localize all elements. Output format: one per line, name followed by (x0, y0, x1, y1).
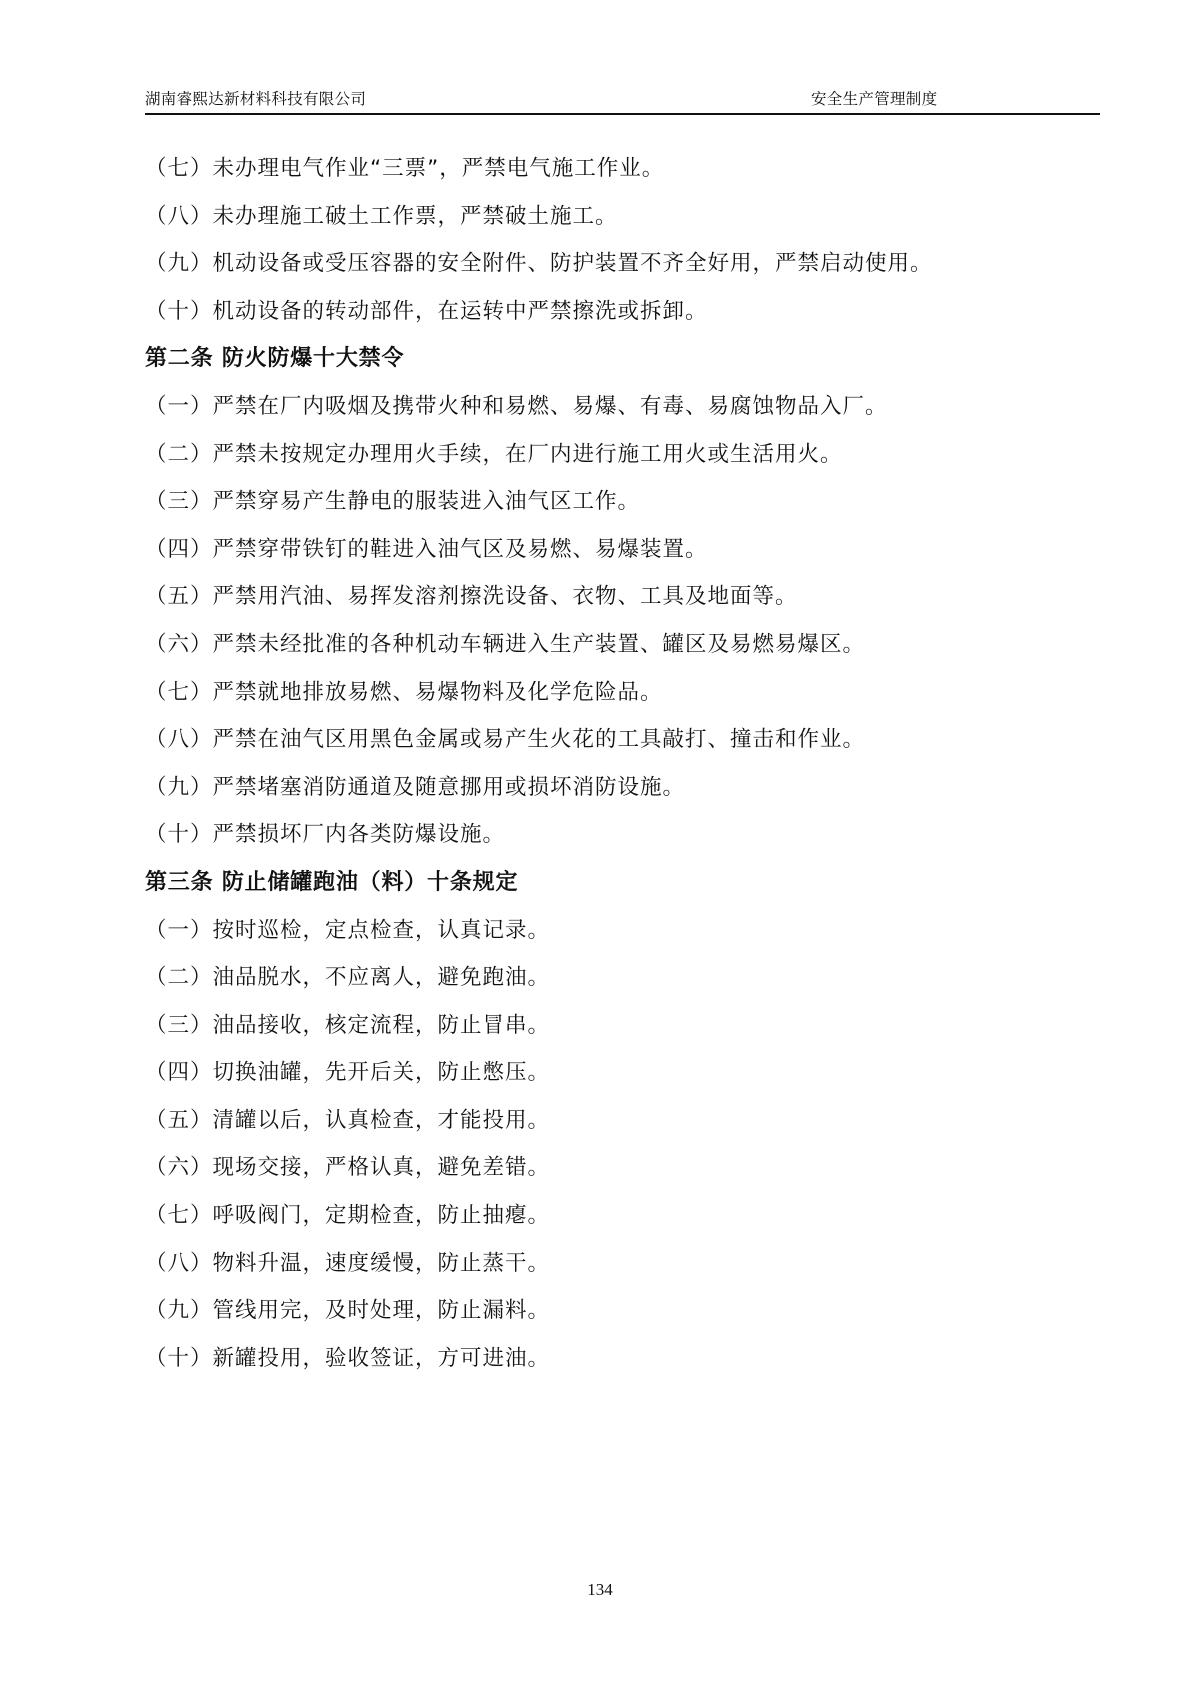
list-item: （五）严禁用汽油、易挥发溶剂擦洗设备、衣物、工具及地面等。 (145, 584, 798, 610)
list-item: （六）现场交接，严格认真，避免差错。 (145, 1155, 551, 1181)
list-item: （六）严禁未经批准的各种机动车辆进入生产装置、罐区及易燃易爆区。 (145, 631, 866, 657)
header-document-title: 安全生产管理制度 (811, 90, 938, 108)
list-item: （八）严禁在油气区用黑色金属或易产生火花的工具敲打、撞击和作业。 (145, 727, 866, 753)
list-item: （三）油品接收，核定流程，防止冒串。 (145, 1012, 551, 1038)
list-item: （二）严禁未按规定办理用火手续，在厂内进行施工用火或生活用火。 (145, 441, 843, 467)
section-heading: 第三条 防止储罐跑油（料）十条规定 (145, 869, 519, 895)
list-item: （五）清罐以后，认真检查，才能投用。 (145, 1107, 551, 1133)
list-item: （二）油品脱水，不应离人，避免跑油。 (145, 965, 551, 991)
section-heading: 第二条 防火防爆十大禁令 (145, 346, 405, 372)
list-item: （一）严禁在厂内吸烟及携带火种和易燃、易爆、有毒、易腐蚀物品入厂。 (145, 393, 888, 419)
header-company-name: 湖南睿熙达新材料科技有限公司 (145, 90, 367, 108)
document-body (145, 145, 1100, 1382)
list-item: （八）未办理施工破土工作票，严禁破土施工。 (145, 203, 618, 229)
page-number: 134 (587, 1580, 613, 1599)
list-item: （七）呼吸阀门，定期检查，防止抽瘪。 (145, 1203, 551, 1229)
list-item: （九）机动设备或受压容器的安全附件、防护装置不齐全好用，严禁启动使用。 (145, 251, 933, 277)
list-item: （七）未办理电气作业“三票”，严禁电气施工作业。 (145, 156, 665, 181)
page-header (145, 85, 1100, 115)
list-item: （十）新罐投用，验收签证，方可进油。 (145, 1345, 551, 1371)
list-item: （九）管线用完，及时处理，防止漏料。 (145, 1298, 551, 1324)
list-item: （七）严禁就地排放易燃、易爆物料及化学危险品。 (145, 679, 663, 705)
list-item: （一）按时巡检，定点检查，认真记录。 (145, 917, 551, 943)
list-item: （四）切换油罐，先开后关，防止憋压。 (145, 1060, 551, 1086)
list-item: （十）机动设备的转动部件，在运转中严禁擦洗或拆卸。 (145, 298, 708, 324)
list-item: （九）严禁堵塞消防通道及随意挪用或损坏消防设施。 (145, 774, 686, 800)
list-item: （三）严禁穿易产生静电的服装进入油气区工作。 (145, 489, 641, 515)
list-item: （八）物料升温，速度缓慢，防止蒸干。 (145, 1250, 551, 1276)
list-item: （四）严禁穿带铁钉的鞋进入油气区及易燃、易爆装置。 (145, 536, 708, 562)
list-item: （十）严禁损坏厂内各类防爆设施。 (145, 822, 506, 848)
